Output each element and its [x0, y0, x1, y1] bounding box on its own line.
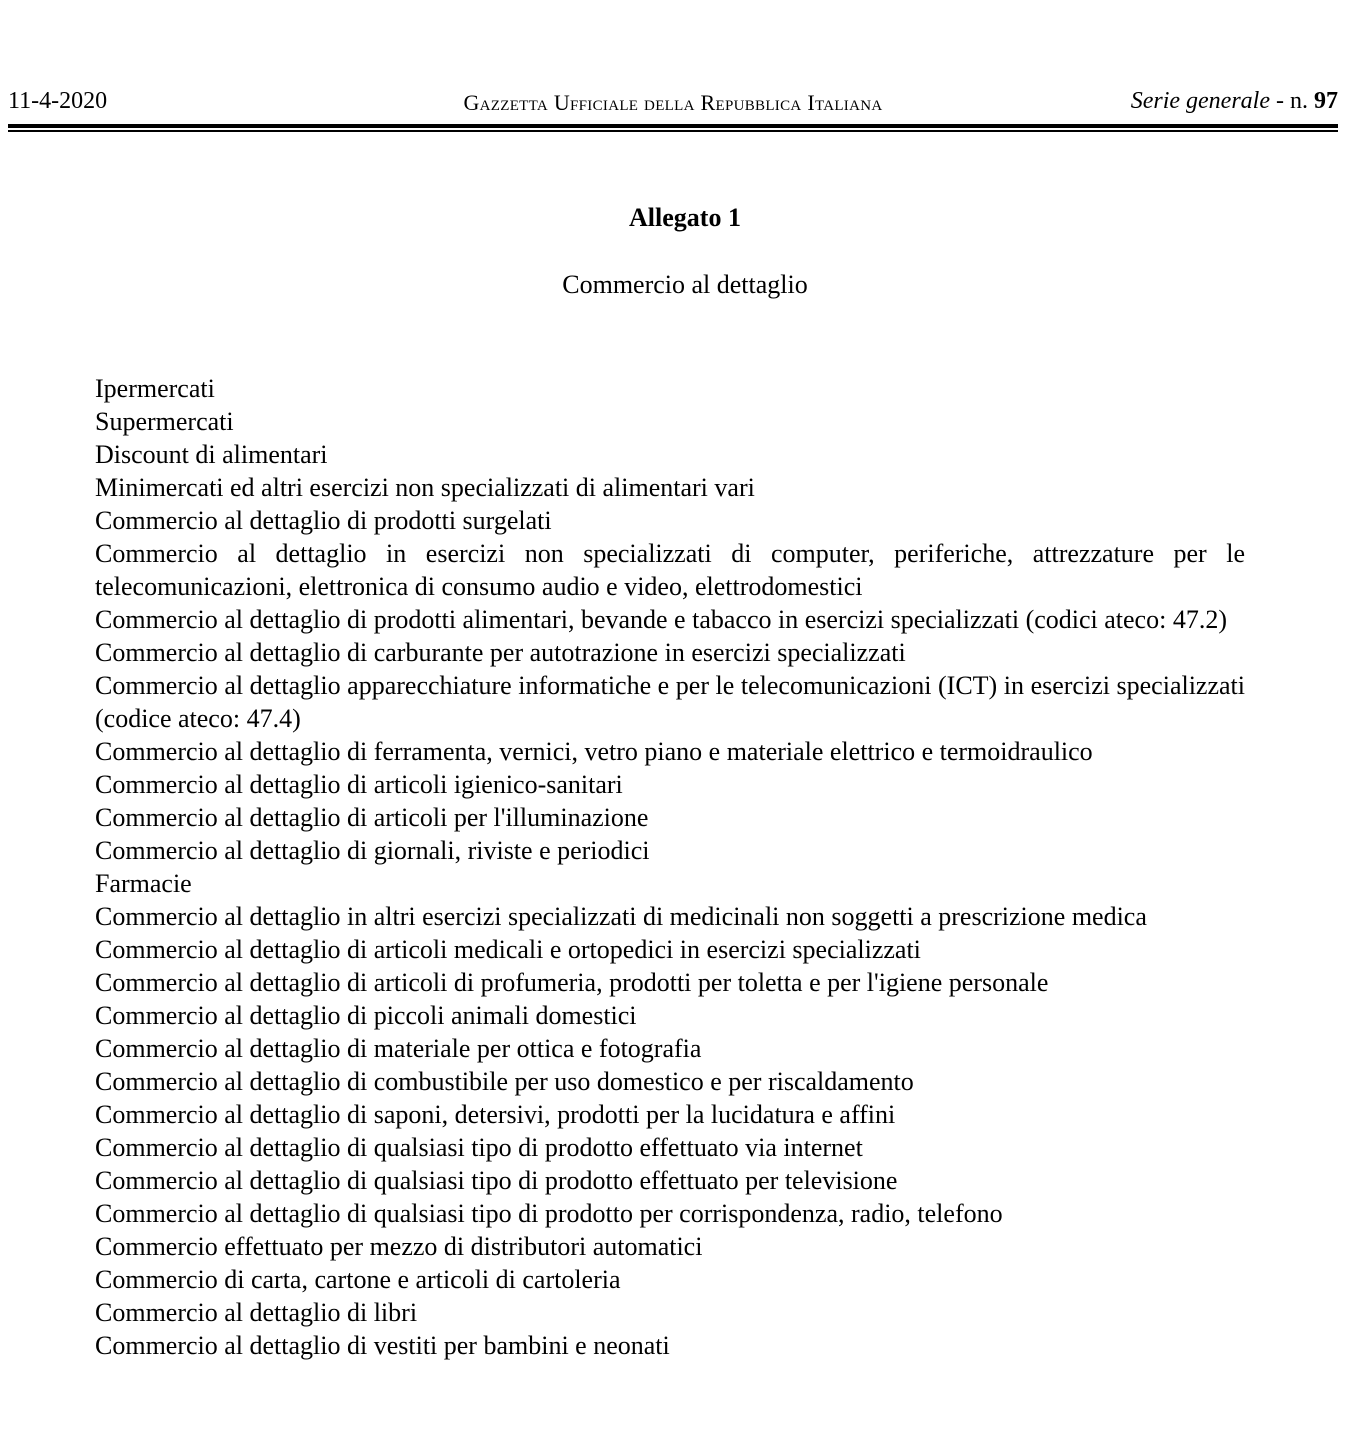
series-separator: - n.: [1270, 88, 1314, 114]
list-item: Commercio al dettaglio di qualsiasi tipo di prodotto effettuato via internet: [95, 1133, 863, 1162]
list-item: Commercio al dettaglio di prodotti surgelati: [95, 506, 552, 535]
list-item: Commercio al dettaglio in esercizi non specializzati di computer, periferiche, attrezzature per le telecomunicazioni, elettronica di consumo audio e video, elettrodomestici: [95, 539, 1245, 601]
list-item: Commercio al dettaglio di giornali, riviste e periodici: [95, 836, 650, 865]
list-item: Commercio al dettaglio di qualsiasi tipo di prodotto per corrispondenza, radio, telefono: [95, 1199, 1003, 1228]
list-item: Commercio al dettaglio di saponi, detersivi, prodotti per la lucidatura e affini: [95, 1100, 896, 1129]
list-item: Farmacie: [95, 869, 192, 898]
document-heading: Allegato 1: [629, 203, 741, 232]
series-label: Serie generale: [1130, 88, 1270, 114]
list-item: Commercio al dettaglio di articoli medicali e ortopedici in esercizi specializzati: [95, 935, 921, 964]
series-number: 97: [1314, 88, 1338, 114]
header-date: 11-4-2020: [8, 88, 108, 114]
list-item: Commercio al dettaglio di qualsiasi tipo di prodotto effettuato per televisione: [95, 1166, 898, 1195]
list-item: Commercio al dettaglio di carburante per autotrazione in esercizi specializzati: [95, 638, 906, 667]
list-item: Supermercati: [95, 407, 234, 436]
list-item: Commercio al dettaglio di articoli per l'illuminazione: [95, 803, 649, 832]
list-item: Commercio di carta, cartone e articoli di cartoleria: [95, 1265, 621, 1294]
document-subheading: Commercio al dettaglio: [562, 270, 808, 299]
list-item: Discount di alimentari: [95, 440, 328, 469]
list-item: Ipermercati: [95, 374, 215, 403]
list-item: Commercio al dettaglio di prodotti alimentari, bevande e tabacco in esercizi specializzati (codici ateco: 47.2): [95, 605, 1227, 634]
header-rule-thin: [8, 130, 1338, 132]
list-item: Commercio al dettaglio di libri: [95, 1298, 418, 1327]
list-item: Commercio al dettaglio di combustibile per uso domestico e per riscaldamento: [95, 1067, 914, 1096]
list-item: Commercio al dettaglio di ferramenta, vernici, vetro piano e materiale elettrico e termoidraulico: [95, 737, 1093, 766]
list-item: Commercio al dettaglio di articoli igienico-sanitari: [95, 770, 623, 799]
list-item: Minimercati ed altri esercizi non specializzati di alimentari vari: [95, 473, 755, 502]
activity-list: [95, 372, 1245, 1362]
list-item: Commercio al dettaglio di vestiti per bambini e neonati: [95, 1331, 670, 1360]
list-item: Commercio effettuato per mezzo di distributori automatici: [95, 1232, 703, 1261]
header-rule-thick: [8, 124, 1338, 128]
list-item: Commercio al dettaglio di materiale per ottica e fotografia: [95, 1034, 702, 1063]
list-item: Commercio al dettaglio in altri esercizi specializzati di medicinali non soggetti a prescrizione medica: [95, 902, 1147, 931]
page-header: [8, 86, 1338, 120]
header-title: Gazzetta Ufficiale della Repubblica Italiana: [463, 90, 883, 115]
header-series: [1131, 88, 1338, 115]
list-item: Commercio al dettaglio di articoli di profumeria, prodotti per toletta e per l'igiene personale: [95, 968, 1049, 997]
list-item: Commercio al dettaglio apparecchiature informatiche e per le telecomunicazioni (ICT) in esercizi specializzati (codice ateco: 47.4): [95, 671, 1245, 733]
list-item: Commercio al dettaglio di piccoli animali domestici: [95, 1001, 637, 1030]
